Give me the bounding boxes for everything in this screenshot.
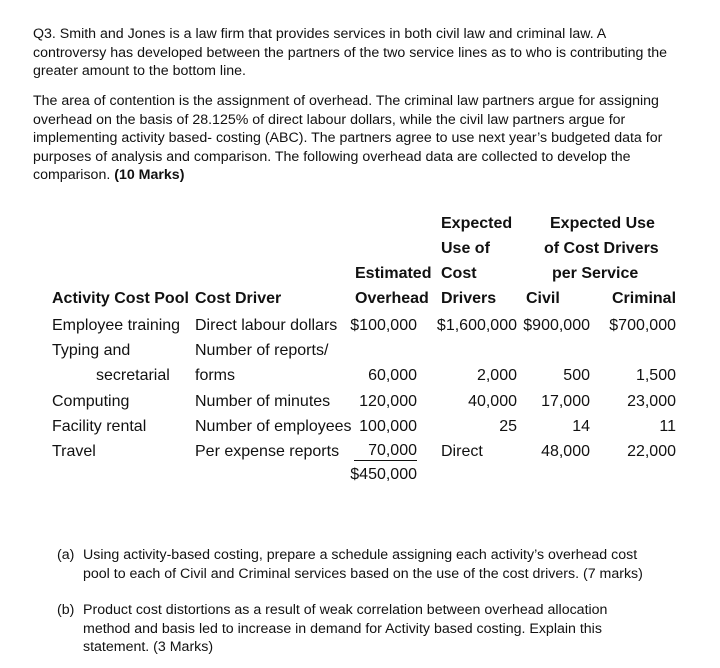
question-intro-text: Q3. Smith and Jones is a law firm that provides services in both civil law and criminal law. A controversy has developed between the partners of the two service lines as to who is contributing the greater amount to the bottom line. [33,26,668,80]
header-cost: Cost [441,265,477,282]
row-facility-overhead: 100,000 [359,418,417,435]
row-typing-criminal: 1,500 [635,367,676,384]
header-civil: Civil [526,290,560,307]
row-typing-overhead: 60,000 [368,367,417,384]
row-employee-training-driver: Direct labour dollars [195,317,338,334]
row-travel-civil: 48,000 [541,443,590,460]
row-computing-criminal: 23,000 [627,393,676,410]
row-travel-driver: Per expense reports [195,443,340,460]
row-employee-training-criminal: $700,000 [609,317,676,334]
header-per-service: per Service [552,265,639,282]
row-typing-pool-line2: secretarial [96,367,170,384]
row-facility-criminal: 11 [659,418,676,435]
row-travel-use: Direct [441,443,483,460]
header-estimated: Estimated [355,265,432,282]
row-facility-pool: Facility rental [52,418,147,435]
header-cost-driver: Cost Driver [195,290,282,307]
header-of-cost-drivers: of Cost Drivers [544,240,659,257]
part-a-label: (a) [57,547,75,563]
row-employee-training-pool: Employee training [52,317,181,334]
row-travel-criminal: 22,000 [627,443,676,460]
row-computing-use: 40,000 [468,393,517,410]
row-facility-driver: Number of employees [195,418,352,435]
part-b-label: (b) [57,602,75,618]
row-facility-use: 25 [499,418,517,435]
row-employee-training-overhead: $100,000 [350,317,417,334]
part-b-text: Product cost distortions as a result of weak correlation between overhead allocation method and basis led to increase in demand for Activity based costing. Explain this statement. (3 Marks) [83,602,608,656]
row-travel-pool: Travel [52,443,96,460]
part-a-text: Using activity-based costing, prepare a schedule assigning each activity’s overhead cost pool to each of Civil and Criminal services based on the use of the cost drivers. (7 marks) [83,547,643,582]
total-overhead: $450,000 [350,466,417,483]
header-drivers: Drivers [441,290,497,307]
header-expected-use: Expected Use [550,215,655,232]
question-context-text: The area of contention is the assignment of overhead. The criminal law partners argue for assigning overhead on the basis of 28.125% of direct labour dollars, while the civil law partners argue for implementing activity based- costing (ABC). The partners agree to use next year’s budgeted data for purposes of analysis and comparison. The following overhead data are collected to develop the comparison. [33,93,663,184]
row-typing-driver-line2: forms [195,367,235,384]
row-computing-civil: 17,000 [541,393,590,410]
row-employee-training-use: $1,600,000 [436,317,517,334]
header-criminal: Criminal [612,290,677,307]
row-computing-pool: Computing [52,393,130,410]
row-computing-driver: Number of minutes [195,393,331,410]
row-facility-civil: 14 [572,418,590,435]
row-typing-pool-line1: Typing and [52,342,131,359]
header-overhead: Overhead [355,290,429,307]
row-typing-civil: 500 [563,367,590,384]
header-activity-cost-pool: Activity Cost Pool [52,290,189,307]
row-travel-overhead: 70,000 [354,442,417,461]
header-use-of: Use of [441,240,490,257]
row-typing-use: 2,000 [476,367,517,384]
header-expected: Expected [441,215,513,232]
row-typing-driver-line1: Number of reports/ [195,342,329,359]
row-computing-overhead: 120,000 [359,393,417,410]
row-employee-training-civil: $900,000 [523,317,590,334]
question-marks: (10 Marks) [114,167,185,184]
